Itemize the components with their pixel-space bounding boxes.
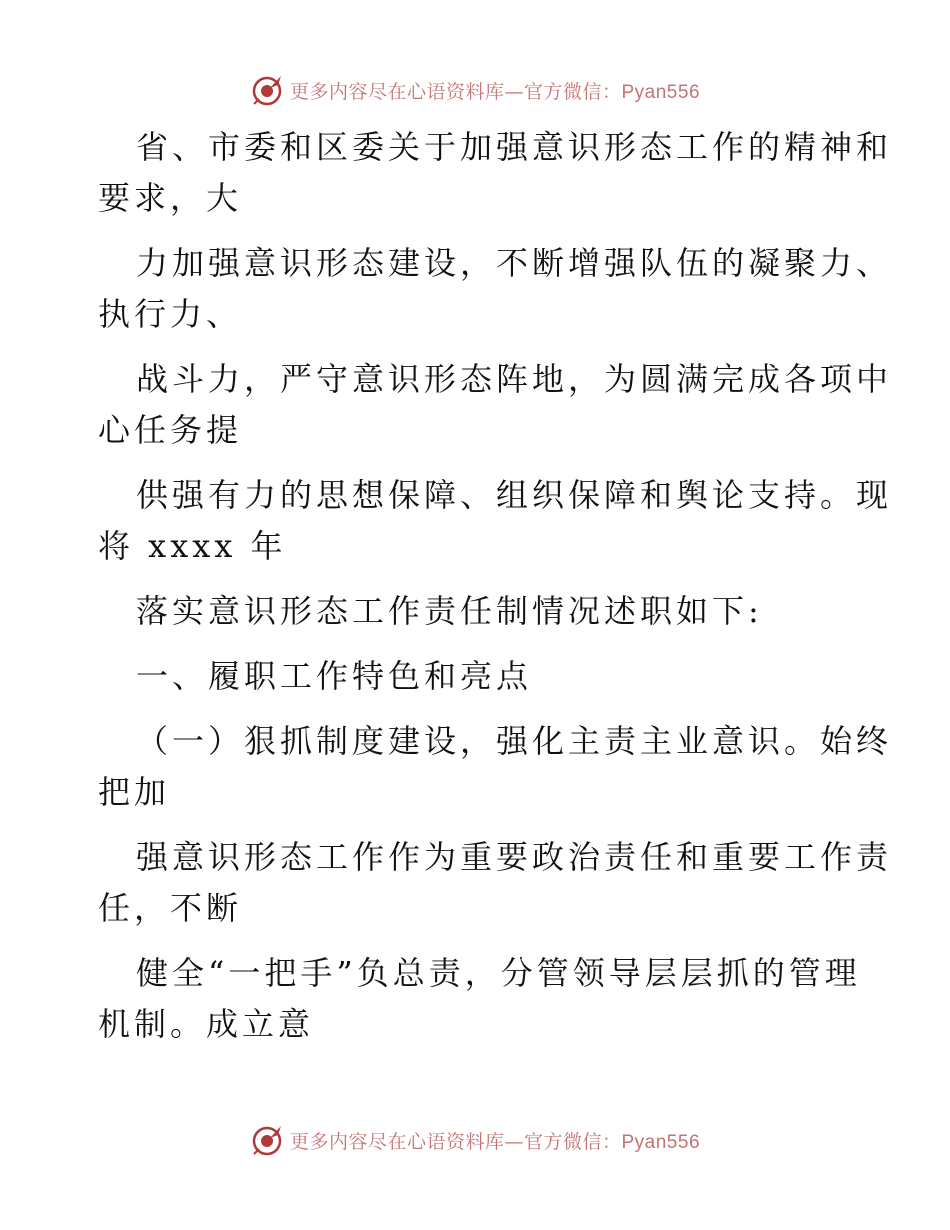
paragraph-line: 心任务提 bbox=[98, 411, 243, 449]
paragraph-line: 力加强意识形态建设，不断增强队伍的凝聚力、 bbox=[136, 244, 893, 282]
paragraph bbox=[98, 586, 858, 637]
paragraph bbox=[98, 122, 893, 224]
document-body bbox=[98, 122, 893, 1064]
section-heading bbox=[98, 651, 858, 702]
footer-watermark bbox=[0, 1120, 950, 1160]
paragraph-line: 强意识形态工作作为重要政治责任和重要工作责 bbox=[136, 838, 893, 876]
paragraph-line: 落实意识形态工作责任制情况述职如下: bbox=[136, 592, 763, 630]
quill-logo-icon bbox=[250, 73, 284, 107]
paragraph-line: 供强有力的思想保障、组织保障和舆论支持。现 bbox=[136, 476, 893, 514]
watermark-wechat-id: Pyan556 bbox=[621, 81, 701, 103]
header-watermark bbox=[0, 70, 950, 110]
paragraph-line: 将 xxxx 年 bbox=[98, 527, 287, 565]
section-heading-text: 一、履职工作特色和亮点 bbox=[136, 657, 533, 695]
watermark-text: 更多内容尽在心语资料库—官方微信： bbox=[289, 80, 622, 103]
paragraph bbox=[98, 832, 893, 934]
quill-logo-icon bbox=[250, 1123, 284, 1157]
paragraph bbox=[98, 948, 861, 1050]
paragraph-line: 要求，大 bbox=[98, 179, 243, 217]
watermark-text: 更多内容尽在心语资料库—官方微信： bbox=[289, 1130, 622, 1153]
paragraph bbox=[98, 470, 893, 572]
paragraph-line: 省、市委和区委关于加强意识形态工作的精神和 bbox=[136, 128, 893, 166]
paragraph bbox=[98, 238, 893, 340]
paragraph-line: 战斗力，严守意识形态阵地，为圆满完成各项中 bbox=[136, 360, 893, 398]
paragraph-line: 任，不断 bbox=[98, 889, 243, 927]
paragraph-line: 健全“一把手”负总责，分管领导层层抓的管理 bbox=[136, 954, 861, 992]
paragraph-line: 机制。成立意 bbox=[98, 1005, 315, 1043]
paragraph bbox=[98, 716, 893, 818]
paragraph-line: 执行力、 bbox=[98, 295, 243, 333]
paragraph-line: （一）狠抓制度建设，强化主责主业意识。始终 bbox=[136, 722, 893, 760]
paragraph-line: 把加 bbox=[98, 773, 171, 811]
paragraph bbox=[98, 354, 893, 456]
watermark-wechat-id: Pyan556 bbox=[621, 1131, 701, 1153]
